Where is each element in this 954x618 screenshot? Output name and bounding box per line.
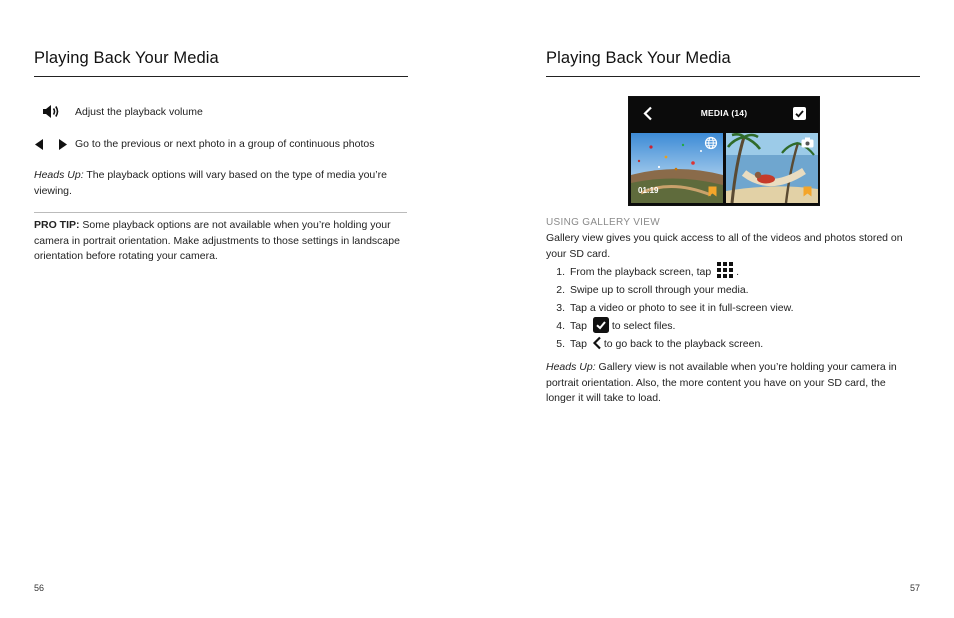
- step-text: Tap a video or photo to see it in full-screen view.: [570, 302, 794, 314]
- step-text: Tap: [570, 320, 587, 332]
- list-item: [546, 264, 794, 282]
- list-item: [546, 336, 794, 354]
- step-text-suffix: to go back to the playback screen.: [603, 338, 764, 350]
- steps-list: [546, 264, 794, 354]
- heads-up-label: Heads Up:: [34, 169, 84, 181]
- heads-up-text: Gallery view is not available when you’re holding your camera in portrait orientation. Also, the more content you have on your SD card, the longer it will take to load.: [546, 361, 897, 404]
- page-number: 56: [34, 583, 45, 593]
- step-number: 4.: [556, 320, 565, 332]
- step-number: 5.: [556, 338, 565, 350]
- hilight-tag-icon: [708, 186, 717, 197]
- heads-up-label: Heads Up:: [546, 361, 596, 373]
- section-heading: USING GALLERY VIEW: [546, 217, 660, 228]
- title-rule: [34, 76, 408, 77]
- globe-icon: [704, 136, 718, 150]
- video-duration: 01:19: [638, 186, 659, 195]
- check-icon: [593, 317, 609, 333]
- pro-tip-divider: [34, 212, 407, 213]
- prev-next-arrows-icon: [34, 138, 70, 156]
- pro-tip-label: PRO TIP:: [34, 219, 80, 231]
- step-text: Swipe up to scroll through your media.: [570, 284, 749, 296]
- step-text-suffix: .: [733, 266, 739, 278]
- step-number: 1.: [556, 266, 565, 278]
- video-thumbnail: [631, 133, 723, 203]
- gallery-header: [629, 97, 819, 131]
- prev-next-description: Go to the previous or next photo in a group of continuous photos: [75, 138, 375, 150]
- page-title: Playing Back Your Media: [546, 49, 731, 67]
- heads-up-note: [34, 168, 394, 199]
- step-number: 2.: [556, 284, 565, 296]
- camera-mode-icon: [801, 137, 814, 148]
- heads-up-note: [546, 360, 916, 407]
- page-number: 57: [910, 583, 921, 593]
- speaker-icon: [42, 104, 60, 119]
- gallery-intro: Gallery view gives you quick access to all of the videos and photos stored on your SD card.: [546, 232, 903, 260]
- list-item: [546, 318, 794, 336]
- page-title: Playing Back Your Media: [34, 49, 219, 67]
- list-item: [546, 282, 794, 300]
- step-text-suffix: to select files.: [611, 320, 676, 332]
- pro-tip-text: Some playback options are not available when you’re holding your camera in portrait orientation. Make adjustments to those settings in landscape orientation before rotating your camera.: [34, 219, 400, 262]
- select-check-icon: [793, 107, 806, 120]
- step-text: From the playback screen, tap: [570, 266, 712, 278]
- back-arrow-icon: [592, 336, 602, 350]
- heads-up-text: The playback options will vary based on the type of media you’re viewing.: [34, 169, 387, 197]
- right-page: [477, 0, 954, 618]
- title-rule: [546, 76, 920, 77]
- gallery-screen-illustration: [628, 96, 820, 206]
- list-item: [546, 300, 794, 318]
- volume-description: Adjust the playback volume: [75, 106, 203, 118]
- gallery-title: MEDIA (14): [700, 108, 748, 118]
- pro-tip: [34, 218, 400, 265]
- step-text: Tap: [570, 338, 587, 350]
- hilight-tag-icon: [803, 186, 812, 197]
- grid-icon: [717, 262, 733, 278]
- photo-thumbnail: [726, 133, 818, 203]
- step-number: 3.: [556, 302, 565, 314]
